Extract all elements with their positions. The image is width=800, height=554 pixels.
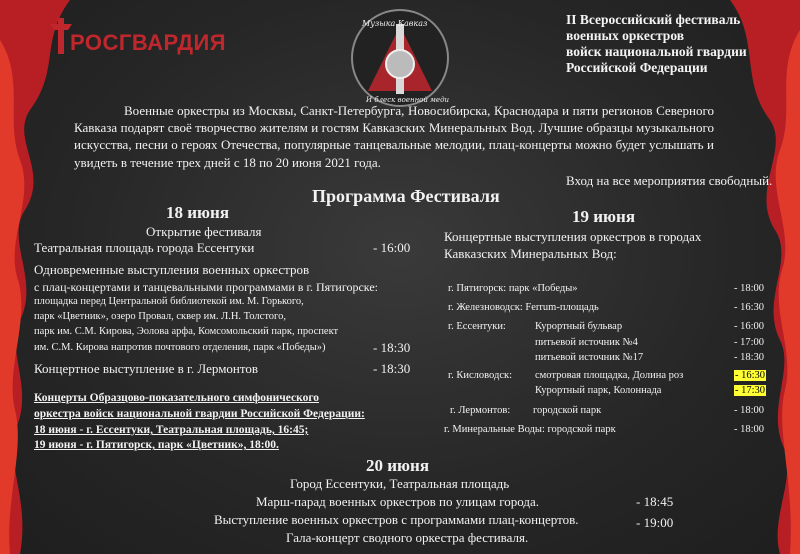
festival-title xyxy=(566,12,786,76)
day-18-lermontov-time: - 18:30 xyxy=(373,361,411,376)
free-entry-note: Вход на все мероприятия свободный. xyxy=(566,173,773,188)
day-20-performance: Выступление военных оркестров с программами плац-концертов. xyxy=(214,512,579,527)
essentuki-place: питьевой источник №17 xyxy=(535,352,644,363)
mineralnye-vody-time: - 18:00 xyxy=(734,424,765,435)
kislovodsk-time-text: - 17:30 xyxy=(735,385,766,396)
essentuki-time: - 18:30 xyxy=(734,352,765,363)
program-title: Программа Фестиваля xyxy=(312,186,500,206)
day-20-performance-time: - 19:00 xyxy=(636,515,674,530)
pyatigorsk-row: г. Пятигорск: парк «Победы» xyxy=(448,283,578,294)
day-19-intro-line: Концертные выступления оркестров в городах xyxy=(444,229,702,244)
concerts-line: оркестра войск национальной гвардии Российской Федерации: xyxy=(34,408,365,420)
day-18-simul-line: с плац-концертами и танцевальными программами в г. Пятигорске: xyxy=(34,280,378,294)
day-18-simul-time: - 18:30 xyxy=(373,340,411,355)
day-20-gala: Гала-концерт сводного оркестра фестиваля. xyxy=(286,530,529,545)
zheleznovodsk-row: г. Железноводск: Ferrum-площадь xyxy=(448,302,599,313)
mineralnye-vody-row: г. Минеральные Воды: городской парк xyxy=(444,424,616,435)
emblem-text-bottom: И блеск военной меди xyxy=(366,96,450,104)
essentuki-time: - 16:00 xyxy=(734,321,765,332)
day-18-simul-line: площадка перед Центральной библиотекой им. М. Горького, xyxy=(34,296,304,307)
day-18-opening-place: Театральная площадь города Ессентуки xyxy=(34,240,255,255)
day-18-simul-line: Одновременные выступления военных оркестров xyxy=(34,262,310,277)
rosgvardiya-emblem-icon xyxy=(50,18,72,54)
lermontov-city: г. Лермонтов: xyxy=(450,405,511,416)
kislovodsk-time-text: - 16:30 xyxy=(735,370,766,381)
kislovodsk-time xyxy=(734,385,766,396)
day-18-simul-line: парк «Цветник», озеро Провал, сквер им. Л.Н. Толстого, xyxy=(34,311,286,322)
festival-emblem-icon xyxy=(348,6,452,110)
pyatigorsk-time: - 18:00 xyxy=(734,283,765,294)
kislovodsk-time xyxy=(734,370,766,381)
lermontov-place: городской парк xyxy=(533,405,602,416)
day-20-place: Город Ессентуки, Театральная площадь xyxy=(290,476,510,491)
essentuki-time: - 17:00 xyxy=(734,337,765,348)
concerts-line: 18 июня - г. Ессентуки, Театральная площадь, 16:45; xyxy=(34,424,309,436)
day-19-title: 19 июня xyxy=(572,207,636,226)
day-20-parade-time: - 18:45 xyxy=(636,494,674,509)
day-18-title: 18 июня xyxy=(166,203,230,222)
day-18-opening-time: - 16:00 xyxy=(373,240,411,255)
essentuki-place: Курортный бульвар xyxy=(535,321,623,332)
kislovodsk-city: г. Кисловодск: xyxy=(448,370,512,381)
lermontov-time: - 18:00 xyxy=(734,405,765,416)
day-18-lermontov: Концертное выступление в г. Лермонтов xyxy=(34,361,259,376)
day-18-simul-line: парк им. С.М. Кирова, Эолова арфа, Комсомольский парк, проспект xyxy=(34,326,339,337)
concerts-line: 19 июня - г. Пятигорск, парк «Цветник», 18:00. xyxy=(34,439,279,451)
festival-title-line: Российской Федерации xyxy=(566,60,708,75)
day-18-simul-line: им. С.М. Кирова напротив почтового отделения, парк «Победы») xyxy=(34,342,326,353)
kislovodsk-place: смотровая площадка, Долина роз xyxy=(535,370,684,381)
right-flame-decoration xyxy=(680,0,800,554)
concerts-line: Концерты Образцово-показательного симфонического xyxy=(34,392,320,404)
festival-title-line: военных оркестров xyxy=(566,28,685,43)
festival-title-line: войск национальной гвардии xyxy=(566,44,747,59)
intro-paragraph: Военные оркестры из Москвы, Санкт-Петербурга, Новосибирска, Краснодара и пяти регионов Северного Кавказа подарят своё творчество жителям и гостям Кавказских Минеральных Вод. Лучшие образцы музыкального искусства, песни о героях Отечества, популярные танцевальные мелодии, плац-концерты можно будет услышать и увидеть в течение трех дней с 18 по 20 июня 2021 года. xyxy=(74,103,714,170)
day-20-title: 20 июня xyxy=(366,456,430,475)
day-19-intro-line: Кавказских Минеральных Вод: xyxy=(444,246,617,261)
kislovodsk-place: Курортный парк, Колоннада xyxy=(535,385,662,396)
zheleznovodsk-time: - 16:30 xyxy=(734,302,765,313)
logo-text: РОСГВАРДИЯ xyxy=(70,30,227,55)
emblem-text-top: Музыка Кавказ xyxy=(362,19,428,28)
festival-title-line: II Всероссийский фестиваль xyxy=(566,12,741,27)
essentuki-city: г. Ессентуки: xyxy=(448,321,506,332)
day-20-parade: Марш-парад военных оркестров по улицам города. xyxy=(256,494,540,509)
day-18-opening: Открытие фестиваля xyxy=(146,224,262,239)
essentuki-place: питьевой источник №4 xyxy=(535,337,638,348)
